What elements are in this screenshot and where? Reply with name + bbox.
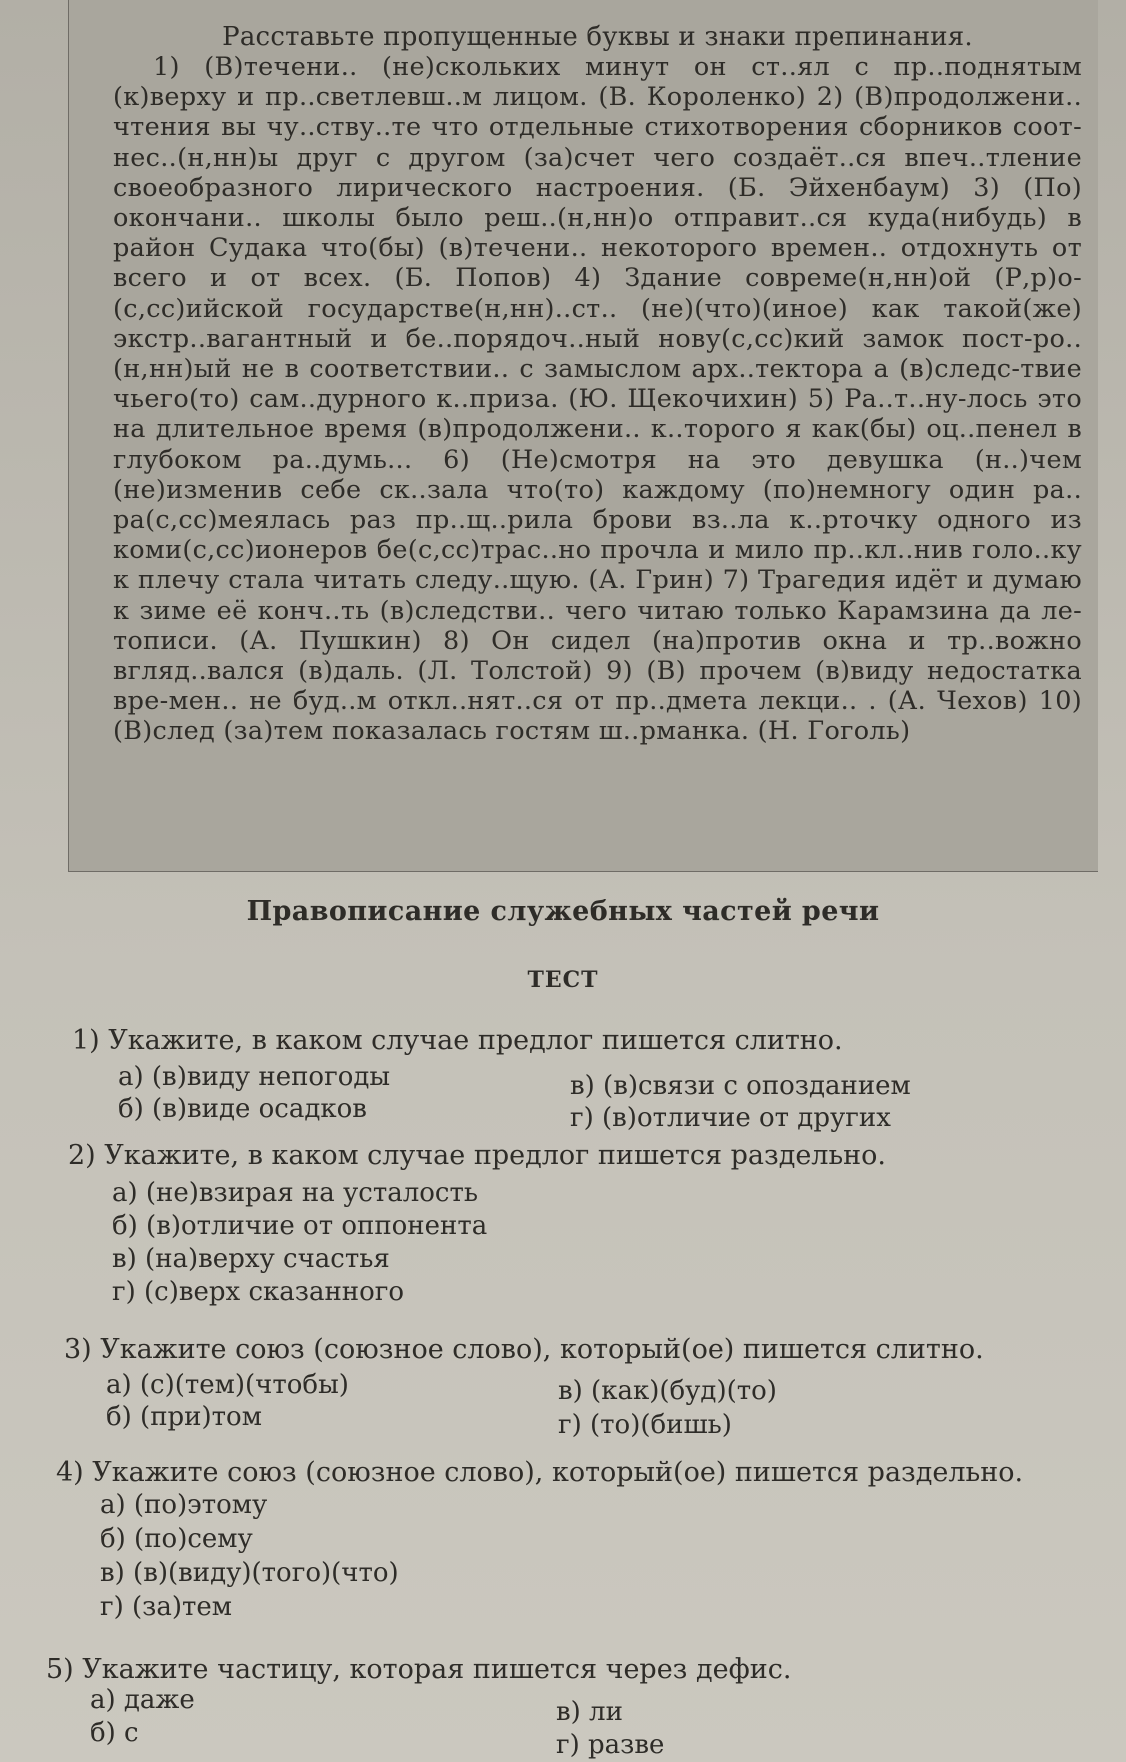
question-1-option-c: в) (в)связи с опозданием: [570, 1071, 911, 1101]
question-5-option-c: в) ли: [556, 1697, 623, 1727]
question-2-option-a: а) (не)взирая на усталость: [112, 1178, 478, 1208]
question-5-option-b: б) с: [90, 1718, 139, 1748]
question-4-option-b: б) (по)сему: [100, 1524, 253, 1554]
question-1-option-b: б) (в)виде осадков: [118, 1094, 367, 1124]
question-4-option-c: в) (в)(виду)(того)(что): [100, 1558, 399, 1588]
question-1: 1) Укажите, в каком случае предлог пишется слитно.: [72, 1025, 843, 1056]
test-label: ТЕСТ: [527, 967, 599, 993]
exercise-box: [68, 0, 1098, 872]
question-5-option-d: г) разве: [556, 1730, 665, 1760]
question-1-option-a: а) (в)виду непогоды: [118, 1062, 391, 1092]
question-2: 2) Укажите, в каком случае предлог пишется раздельно.: [68, 1140, 886, 1171]
question-1-option-d: г) (в)отличие от других: [570, 1103, 891, 1133]
question-3-option-a: а) (с)(тем)(чтобы): [106, 1370, 349, 1400]
exercise-heading: Расставьте пропущенные буквы и знаки препинания.: [222, 22, 973, 52]
question-3: 3) Укажите союз (союзное слово), который(ое) пишется слитно.: [64, 1334, 984, 1365]
section-title: Правописание служебных частей речи: [246, 896, 880, 927]
question-2-option-c: в) (на)верху счастья: [112, 1244, 390, 1274]
question-5: 5) Укажите частицу, которая пишется через дефис.: [46, 1654, 792, 1685]
question-3-option-b: б) (при)том: [106, 1402, 262, 1432]
question-2-option-d: г) (с)верх сказанного: [112, 1277, 405, 1307]
question-4: 4) Укажите союз (союзное слово), который(ое) пишется раздельно.: [56, 1457, 1024, 1488]
question-4-option-a: а) (по)этому: [100, 1490, 268, 1520]
question-2-option-b: б) (в)отличие от оппонента: [112, 1211, 488, 1241]
question-3-option-c: в) (как)(буд)(то): [558, 1376, 777, 1406]
exercise-text: 1) (В)течени.. (не)скольких минут он ст..ял с пр..поднятым (к)верху и пр..светлевш..м лицом. (В. Короленко) 2) (В)продолжени.. чтения вы чу..ству..те что отдельные стихотворения сборников соот-нес..(н,нн)ы друг с другом (за)счет чего создаёт..ся впеч..тление своеобразного лирического настроения. (Б. Эйхенбаум) 3) (По) окончани.. школы было реш..(н,нн)о отправит..ся куда(нибудь) в район Судака что(бы) (в)течени.. некоторого времен.. отдохнуть от всего и от всех. (Б. Попов) 4) Здание совреме(н,нн)ой (Р,р)о-(с,сс)ийской государстве(н,нн)..ст.. (не)(что)(иное) как такой(же) экстр..вагантный и бе..порядоч..ный нову(с,сс)кий замок пост-ро..(н,нн)ый не в соответствии.. с замыслом арх..тектора а (в)следс-твие чьего(то) сам..дурного к..приза. (Ю. Щекочихин) 5) Ра..т..ну-лось это на длительное время (в)продолжени.. к..торого я как(бы) оц..пенел в глубоком ра..думь... 6) (Не)смотря на это девушка (н..)чем (не)изменив себе ск..зала что(то) каждому (по)немногу один ра.. ра(с,сс)меялась раз пр..щ..рила брови вз..ла к..рточку одного из коми(с,сс)ионеров бе(с,сс)трас..но прочла и мило пр..кл..нив голо..ку к плечу стала читать следу..щую. (А. Грин) 7) Трагедия идёт и думаю к зиме её конч..ть (в)следстви.. чего читаю только Карамзина да ле-тописи. (А. Пушкин) 8) Он сидел (на)против окна и тр..вожно вгляд..вался (в)даль. (Л. Толстой) 9) (В) прочем (в)виду недостатка вре-мен.. не буд..м откл..нят..ся от пр..дмета лекци.. . (А. Чехов) 10) (В)след (за)тем показалась гостям ш..рманка. (Н. Гоголь): [113, 52, 1082, 747]
question-5-option-a: а) даже: [90, 1685, 195, 1715]
question-3-option-d: г) (то)(бишь): [558, 1410, 732, 1440]
question-4-option-d: г) (за)тем: [100, 1592, 232, 1622]
